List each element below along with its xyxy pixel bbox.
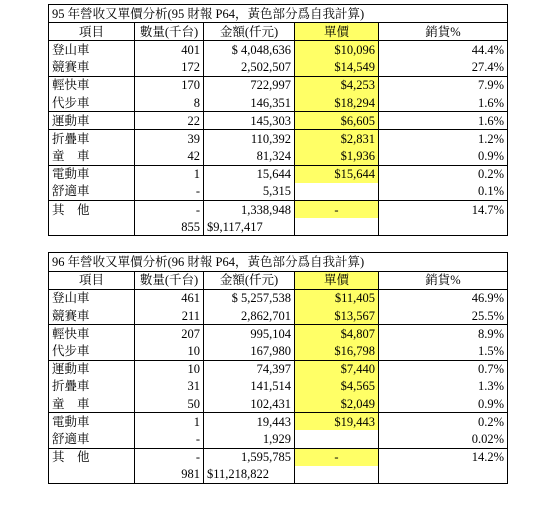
total-qty: 981	[135, 466, 204, 484]
total-qty: 855	[135, 218, 204, 236]
table-row	[49, 289, 508, 307]
row-sales-pct: 1.6%	[379, 112, 508, 130]
row-sales-pct: 25.5%	[379, 307, 508, 325]
row-name: 登山車	[49, 41, 135, 59]
row-unit-price: $14,549	[295, 59, 379, 77]
row-name: 運動車	[49, 360, 135, 378]
header-sales-pct: 銷貨%	[379, 23, 508, 41]
table-row	[49, 183, 508, 201]
row-amount: 1,595,785	[204, 448, 295, 466]
table-row	[49, 130, 508, 148]
row-qty: -	[135, 183, 204, 201]
header-amount: 金額(仟元)	[204, 23, 295, 41]
row-name: 代步車	[49, 342, 135, 360]
total-sales-pct	[379, 218, 508, 236]
row-amount: 145,303	[204, 112, 295, 130]
row-name: 其 他	[49, 448, 135, 466]
row-amount: 141,514	[204, 378, 295, 395]
row-unit-price: $6,605	[295, 112, 379, 130]
row-qty: 8	[135, 94, 204, 112]
row-qty: 172	[135, 59, 204, 77]
row-name: 童 車	[49, 395, 135, 413]
spacer-cell	[49, 236, 508, 253]
row-unit-price: $11,405	[295, 289, 379, 307]
row-qty: -	[135, 448, 204, 466]
table-row	[49, 395, 508, 413]
table-row	[49, 413, 508, 431]
total-unit-price	[295, 466, 379, 484]
row-unit-price: $1,936	[295, 148, 379, 166]
header-unit-price: 單價	[295, 271, 379, 289]
row-amount: $ 4,048,636	[204, 41, 295, 59]
row-unit-price: $4,253	[295, 76, 379, 94]
row-qty: 39	[135, 130, 204, 148]
row-amount: 102,431	[204, 395, 295, 413]
header-row	[49, 23, 508, 41]
row-name: 輕快車	[49, 76, 135, 94]
header-item: 項目	[49, 23, 135, 41]
row-name: 折疊車	[49, 378, 135, 395]
row-sales-pct: 8.9%	[379, 325, 508, 343]
total-row	[49, 466, 508, 484]
table-row	[49, 430, 508, 448]
row-sales-pct: 14.7%	[379, 201, 508, 219]
row-qty: 42	[135, 148, 204, 166]
row-amount: 81,324	[204, 148, 295, 166]
header-unit-price: 單價	[295, 23, 379, 41]
row-name: 電動車	[49, 413, 135, 431]
row-unit-price: $4,565	[295, 378, 379, 395]
row-name: 童 車	[49, 148, 135, 166]
row-qty: 461	[135, 289, 204, 307]
header-item: 項目	[49, 271, 135, 289]
row-sales-pct: 0.1%	[379, 183, 508, 201]
section-title: 95 年營收又單價分析(95 財報 P64，黃色部分爲自我計算)	[49, 5, 508, 23]
row-unit-price	[295, 430, 379, 448]
table-row	[49, 59, 508, 77]
row-name: 運動車	[49, 112, 135, 130]
row-amount: 74,397	[204, 360, 295, 378]
row-qty: 50	[135, 395, 204, 413]
total-sales-pct	[379, 466, 508, 484]
row-qty: 22	[135, 112, 204, 130]
row-unit-price: -	[295, 448, 379, 466]
row-sales-pct: 0.2%	[379, 165, 508, 183]
row-qty: 1	[135, 165, 204, 183]
row-amount: 146,351	[204, 94, 295, 112]
table-row	[49, 325, 508, 343]
row-unit-price: $15,644	[295, 165, 379, 183]
row-amount: 2,862,701	[204, 307, 295, 325]
row-qty: 1	[135, 413, 204, 431]
table-row	[49, 448, 508, 466]
table-row	[49, 94, 508, 112]
row-qty: 207	[135, 325, 204, 343]
section-title-row	[49, 5, 508, 23]
row-sales-pct: 0.9%	[379, 395, 508, 413]
row-amount: 722,997	[204, 76, 295, 94]
row-qty: -	[135, 430, 204, 448]
row-unit-price: -	[295, 201, 379, 219]
table-row	[49, 112, 508, 130]
total-unit-price	[295, 218, 379, 236]
row-amount: 19,443	[204, 413, 295, 431]
row-amount: 110,392	[204, 130, 295, 148]
row-qty: 10	[135, 342, 204, 360]
header-sales-pct: 銷貨%	[379, 271, 508, 289]
row-unit-price: $2,049	[295, 395, 379, 413]
row-name: 折疊車	[49, 130, 135, 148]
row-qty: 211	[135, 307, 204, 325]
row-unit-price: $4,807	[295, 325, 379, 343]
table-row	[49, 41, 508, 59]
row-name: 其 他	[49, 201, 135, 219]
row-qty: 170	[135, 76, 204, 94]
row-unit-price: $2,831	[295, 130, 379, 148]
row-unit-price: $19,443	[295, 413, 379, 431]
row-name: 舒適車	[49, 430, 135, 448]
spacer-row	[49, 236, 508, 253]
row-sales-pct: 44.4%	[379, 41, 508, 59]
total-label	[49, 218, 135, 236]
table-body	[49, 5, 508, 484]
row-sales-pct: 1.3%	[379, 378, 508, 395]
total-amount: $11,218,822	[204, 466, 295, 484]
row-sales-pct: 7.9%	[379, 76, 508, 94]
row-sales-pct: 0.9%	[379, 148, 508, 166]
row-sales-pct: 46.9%	[379, 289, 508, 307]
row-sales-pct: 27.4%	[379, 59, 508, 77]
row-name: 舒適車	[49, 183, 135, 201]
table-row	[49, 148, 508, 166]
header-row	[49, 271, 508, 289]
total-label	[49, 466, 135, 484]
row-amount: 1,338,948	[204, 201, 295, 219]
row-amount: 2,502,507	[204, 59, 295, 77]
row-name: 代步車	[49, 94, 135, 112]
row-sales-pct: 1.2%	[379, 130, 508, 148]
row-sales-pct: 0.7%	[379, 360, 508, 378]
table-row	[49, 165, 508, 183]
section-title-row	[49, 253, 508, 271]
header-qty: 數量(千台)	[135, 23, 204, 41]
row-qty: -	[135, 201, 204, 219]
row-sales-pct: 0.02%	[379, 430, 508, 448]
row-name: 競賽車	[49, 59, 135, 77]
header-amount: 金額(仟元)	[204, 271, 295, 289]
row-unit-price: $7,440	[295, 360, 379, 378]
row-unit-price: $18,294	[295, 94, 379, 112]
table-row	[49, 342, 508, 360]
row-name: 電動車	[49, 165, 135, 183]
header-qty: 數量(千台)	[135, 271, 204, 289]
table-row	[49, 307, 508, 325]
row-name: 登山車	[49, 289, 135, 307]
row-sales-pct: 14.2%	[379, 448, 508, 466]
row-qty: 401	[135, 41, 204, 59]
total-amount: $9,117,417	[204, 218, 295, 236]
table-row	[49, 201, 508, 219]
row-name: 競賽車	[49, 307, 135, 325]
row-unit-price: $13,567	[295, 307, 379, 325]
table-row	[49, 76, 508, 94]
row-sales-pct: 1.6%	[379, 94, 508, 112]
row-unit-price: $16,798	[295, 342, 379, 360]
total-row	[49, 218, 508, 236]
row-name: 輕快車	[49, 325, 135, 343]
row-amount: 1,929	[204, 430, 295, 448]
table-row	[49, 360, 508, 378]
revenue-price-table	[48, 4, 508, 484]
row-sales-pct: 1.5%	[379, 342, 508, 360]
spreadsheet	[48, 4, 507, 484]
row-sales-pct: 0.2%	[379, 413, 508, 431]
row-unit-price	[295, 183, 379, 201]
row-unit-price: $10,096	[295, 41, 379, 59]
section-title: 96 年營收又單價分析(96 財報 P64，黃色部分爲自我計算)	[49, 253, 508, 271]
row-amount: 5,315	[204, 183, 295, 201]
row-amount: 167,980	[204, 342, 295, 360]
row-amount: 15,644	[204, 165, 295, 183]
row-qty: 31	[135, 378, 204, 395]
table-row	[49, 378, 508, 395]
row-amount: 995,104	[204, 325, 295, 343]
row-qty: 10	[135, 360, 204, 378]
row-amount: $ 5,257,538	[204, 289, 295, 307]
